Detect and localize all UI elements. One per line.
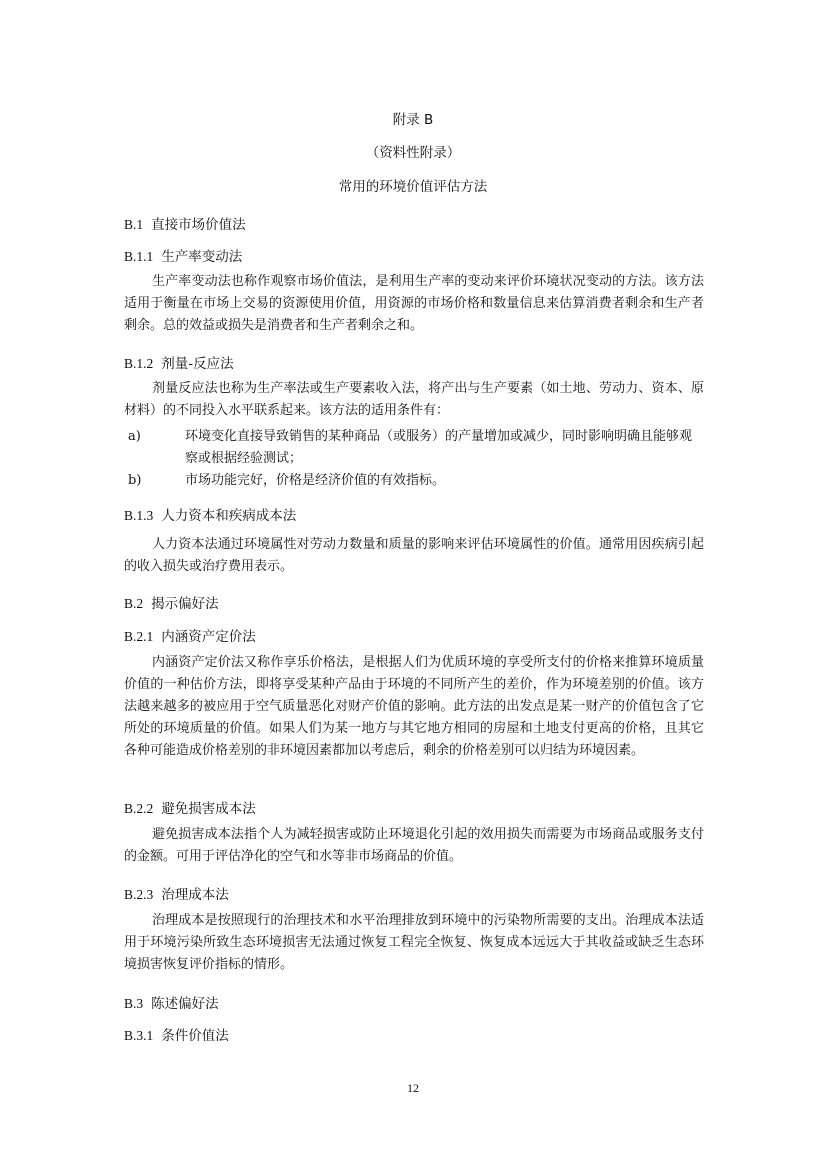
section-heading-b3-1 <box>124 1024 229 1044</box>
paragraph-b1-3: 人力资本法通过环境属性对劳动力数量和质量的影响来评估环境属性的价值。通常用因疾病引起的收入损失或治疗费用表示。 <box>124 537 704 574</box>
section-number: B.2 <box>124 596 144 611</box>
list-marker: a) <box>128 429 141 444</box>
section-title: 避免损害成本法 <box>161 801 256 817</box>
section-heading-b1-1 <box>124 245 242 265</box>
condition-list <box>124 426 704 492</box>
section-title: 内涵资产定价法 <box>161 629 256 645</box>
paragraph-b2-3: 治理成本是按照现行的治理技术和水平治理排放到环境中的污染物所需要的支出。治理成本法适用于环境污染所致生态环境损害无法通过恢复工程完全恢复、恢复成本远远大于其收益或缺乏生态环境损害恢复评价指标的情形。 <box>124 913 704 972</box>
paragraph-b1-2: 剂量反应法也称为生产率法或生产要素收入法，将产出与生产要素（如土地、劳动力、资本、原材料）的不同投入水平联系起来。该方法的适用条件有： <box>124 381 704 418</box>
paragraph-b2-2: 避免损害成本法指个人为减轻损害或防止环境退化引起的效用损失而需要为市场商品或服务支付的金额。可用于评估净化的空气和水等非市场商品的价值。 <box>124 827 704 864</box>
section-number: B.1.2 <box>124 356 154 371</box>
section-title: 条件价值法 <box>161 1028 229 1044</box>
section-number: B.2.2 <box>124 801 154 816</box>
list-item <box>124 426 704 470</box>
list-item-text: 市场功能完好，价格是经济价值的有效指标。 <box>185 473 446 488</box>
section-heading-b2 <box>124 592 219 612</box>
section-number: B.3 <box>124 996 144 1011</box>
list-item-text: 环境变化直接导致销售的某种商品（或服务）的产量增加或减少，同时影响明确且能够观察或根据经验测试； <box>185 429 693 466</box>
appendix-label: 附录 B <box>392 112 434 128</box>
section-title: 人力资本和疾病成本法 <box>161 508 297 524</box>
section-title: 揭示偏好法 <box>151 596 219 612</box>
section-heading-b2-2 <box>124 797 256 817</box>
section-title: 直接市场价值法 <box>151 217 246 233</box>
section-title: 治理成本法 <box>161 887 229 903</box>
appendix-subtitle: （资料性附录） <box>365 145 461 161</box>
paragraph-b2-1: 内涵资产定价法又称作享乐价格法，是根据人们为优质环境的享受所支付的价格来推算环境质量价值的一种估价方法，即将享受某种产品由于环境的不同所产生的差价，作为环境差别的价值。该方法越来越多的被应用于空气质量恶化对财产价值的影响。此方法的出发点是某一财产的价值包含了它所处的环境质量的价值。如果人们为某一地方与其它地方相同的房屋和土地支付更高的价格，且其它各种可能造成价格差别的非环境因素都加以考虑后，剩余的价格差别可以归结为环境因素。 <box>124 655 704 758</box>
section-heading-b1 <box>124 213 246 233</box>
section-number: B.1.1 <box>124 249 154 264</box>
section-title: 生产率变动法 <box>161 249 243 265</box>
section-number: B.1 <box>124 217 144 232</box>
section-title: 陈述偏好法 <box>151 996 219 1012</box>
section-number: B.2.1 <box>124 629 154 644</box>
section-heading-b3 <box>124 992 219 1012</box>
section-heading-b2-3 <box>124 883 229 903</box>
section-number: B.3.1 <box>124 1028 154 1043</box>
section-title: 剂量-反应法 <box>161 356 234 372</box>
section-heading-b2-1 <box>124 625 256 645</box>
section-number: B.2.3 <box>124 887 154 902</box>
page-number: 12 <box>407 1081 419 1095</box>
list-marker: b) <box>128 473 142 488</box>
section-number: B.1.3 <box>124 508 154 523</box>
paragraph-b1-1: 生产率变动法也称作观察市场价值法，是利用生产率的变动来评价环境状况变动的方法。该方法适用于衡量在市场上交易的资源使用价值，用资源的市场价格和数量信息来估算消费者剩余和生产者剩余。总的效益或损失是消费者和生产者剩余之和。 <box>124 274 704 333</box>
page-title: 常用的环境价值评估方法 <box>338 179 488 195</box>
section-heading-b1-3 <box>124 504 296 524</box>
section-heading-b1-2 <box>124 352 234 372</box>
list-item <box>124 470 704 492</box>
